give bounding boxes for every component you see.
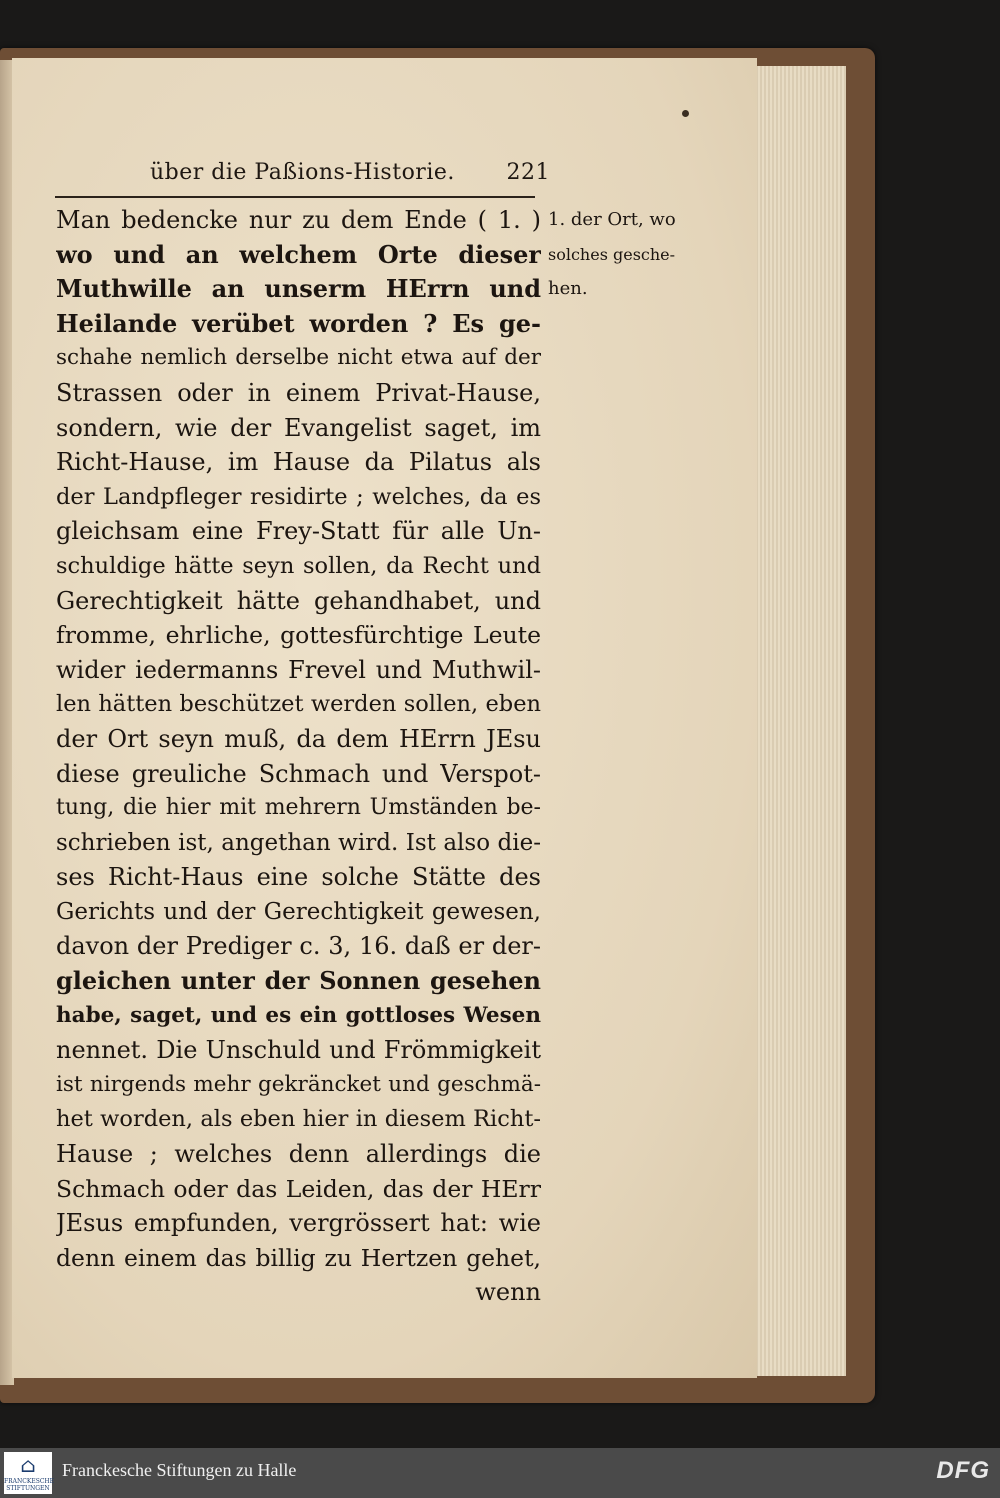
text-line: Gerechtigkeit hätte gehandhabet, und (56, 586, 541, 615)
text-line: der Ort seyn muß, da dem HErrn JEsu (56, 724, 541, 753)
text-line: schahe nemlich derselbe nicht etwa auf der (56, 345, 541, 371)
text-line: der Landpfleger residirte ; welches, da es (56, 483, 541, 510)
margin-note (548, 203, 678, 307)
text-line: Muthwille an unserm HErrn und (56, 274, 541, 304)
catchword: wenn (475, 1278, 541, 1307)
text-line: Hause ; welches denn allerdings die (56, 1140, 541, 1169)
text-line: Richt-Hause, im Hause da Pilatus als (56, 448, 541, 477)
running-head (150, 160, 550, 185)
text-line: ist nirgends mehr gekräncket und geschmä- (56, 1071, 541, 1097)
text-line: fromme, ehrliche, gottesfürchtige Leute (56, 621, 541, 650)
running-head-title: über die Paßions-Historie. (150, 160, 455, 185)
text-line: het worden, als eben hier in diesem Richt- (56, 1106, 541, 1133)
text-line: Man bedencke nur zu dem Ende ( 1. ) (56, 206, 541, 234)
text-line: Schmach oder das Leiden, das der HErr (56, 1174, 541, 1203)
ink-spot (682, 110, 689, 117)
viewer-footer (0, 1448, 1000, 1498)
text-line: len hätten beschützet werden sollen, eben (56, 691, 541, 718)
text-line: JEsus empfunden, vergrössert hat: wie (56, 1209, 541, 1238)
text-line: davon der Prediger c. 3, 16. daß er der- (56, 932, 541, 961)
text-line: Gerichts und der Gerechtigkeit gewesen, (56, 898, 541, 925)
institution-logo[interactable] (4, 1452, 55, 1494)
text-line: Strassen oder in einem Privat-Hause, (56, 378, 541, 407)
text-line: gleichsam eine Frey-Statt für alle Un- (56, 517, 541, 546)
margin-note-line: 1. der Ort, wo (548, 209, 676, 230)
logo-text: FRANCKESCHE STIFTUNGEN (4, 1478, 55, 1492)
orphanage-building-icon: ⌂ (20, 1453, 36, 1477)
text-line: Heilande verübet worden ? Es ge- (56, 308, 541, 338)
text-line: schrieben ist, angethan wird. Ist also die- (56, 829, 541, 856)
text-line: tung, die hier mit mehrern Umständen be- (56, 795, 541, 821)
text-line: habe, saget, und es ein gottloses Wesen (56, 1002, 541, 1028)
margin-note-line: solches gesche- (548, 244, 676, 264)
page-number: 221 (506, 160, 550, 185)
text-line: wider iedermanns Frevel und Muthwil- (56, 655, 541, 684)
text-line: denn einem das billig zu Hertzen gehet, (56, 1243, 541, 1272)
text-line: sondern, wie der Evangelist saget, im (56, 413, 541, 442)
text-line: schuldige hätte seyn sollen, da Recht und (56, 552, 541, 579)
text-line: ses Richt-Haus eine solche Stätte des (56, 863, 541, 892)
body-text (56, 203, 541, 1310)
page-edges (752, 66, 846, 1376)
text-line: gleichen unter der Sonnen gesehen (56, 966, 541, 996)
dfg-logo[interactable]: DFG (936, 1457, 990, 1484)
text-line: wo und an welchem Orte dieser (56, 239, 541, 269)
institution-name[interactable]: Franckesche Stiftungen zu Halle (62, 1460, 297, 1480)
text-line: diese greuliche Schmach und Verspot- (56, 759, 541, 788)
text-line: nennet. Die Unschuld und Frömmigkeit (56, 1036, 541, 1065)
header-rule (55, 196, 535, 198)
margin-note-line: hen. (548, 278, 588, 300)
